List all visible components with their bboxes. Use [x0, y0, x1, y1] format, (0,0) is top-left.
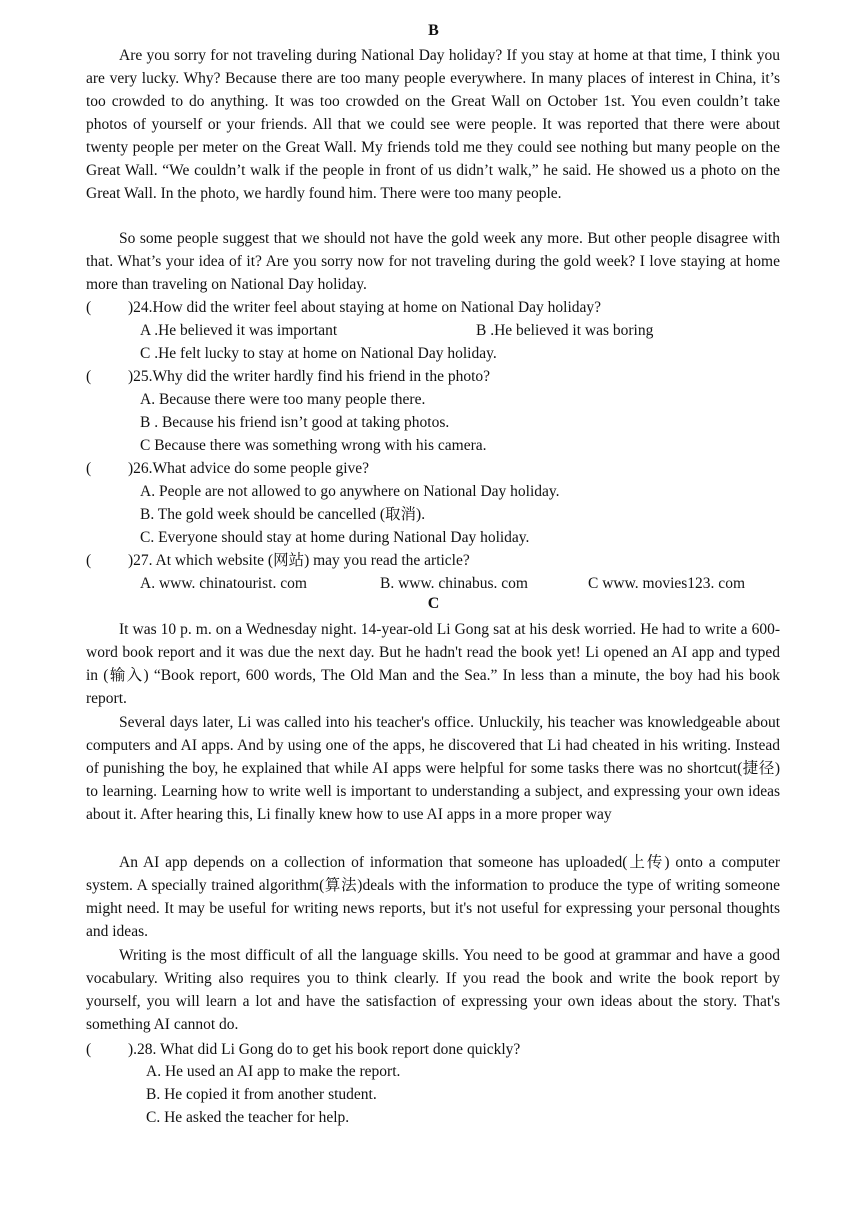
answer-blank[interactable]: ( [86, 1041, 92, 1058]
question-text: ).28. What did Li Gong do to get his book report done quickly? [128, 1041, 521, 1058]
section-c-title: C [427, 595, 440, 612]
option-25-c: C Because there was something wrong with his camera. [140, 437, 487, 454]
option-24-a: A .He believed it was important [140, 322, 338, 339]
question-26 [86, 457, 786, 480]
question-text: )27. At which website (网站) may you read the article? [128, 552, 470, 569]
section-b-paragraph-2: So some people suggest that we should not have the gold week any more. But other people disagree with that. What’s your idea of it? Are you sorry now for not traveling during the gold week? I love staying at home more than traveling on National Day holiday. [86, 230, 780, 293]
section-b-paragraph-1: Are you sorry for not traveling during National Day holiday? If you stay at home at that time, I think you are very lucky. Why? Because there are too many people everywhere. In many places of interest in China, it’s too crowded to do anything. It was too crowded on the Great Wall on October 1st. You even couldn’t take photos of yourself or your friends. All that we could see were people. It was reported that there were about twenty people per meter on the Great Wall. My friends told me they could see nothing but many people on the Great Wall. “We couldn’t walk if the people in front of us didn’t walk,” he said. He showed us a photo on the Great Wall. In the photo, we hardly found him. There were too many people. [86, 47, 780, 202]
option-27-a: A. www. chinatourist. com [140, 575, 307, 592]
section-b-title: B [428, 22, 439, 39]
option-24-b: B .He believed it was boring [476, 322, 654, 339]
answer-blank[interactable]: ( [86, 299, 92, 316]
answer-blank[interactable]: ( [86, 368, 92, 385]
option-28-b: B. He copied it from another student. [146, 1086, 377, 1103]
option-27-c: C www. movies123. com [588, 575, 745, 592]
option-25-b: B . Because his friend isn’t good at taking photos. [140, 414, 450, 431]
question-text: )25.Why did the writer hardly find his friend in the photo? [128, 368, 491, 385]
question-27 [86, 549, 786, 572]
option-28-a: A. He used an AI app to make the report. [146, 1063, 401, 1080]
option-26-a: A. People are not allowed to go anywhere on National Day holiday. [140, 483, 560, 500]
answer-blank[interactable]: ( [86, 552, 92, 569]
section-c-paragraph-4: Writing is the most difficult of all the language skills. You need to be good at grammar and have a good vocabulary. Writing also requires you to think clearly. If you read the book and write the book report by yourself, you will learn a lot and have the satisfaction of expressing your own ideas about the story. That's something AI cannot do. [86, 947, 780, 1033]
option-26-c: C. Everyone should stay at home during National Day holiday. [140, 529, 530, 546]
option-24-c: C .He felt lucky to stay at home on National Day holiday. [140, 345, 497, 362]
option-25-a: A. Because there were too many people there. [140, 391, 426, 408]
question-28 [86, 1038, 786, 1061]
question-24 [86, 296, 786, 319]
question-text: )24.How did the writer feel about staying at home on National Day holiday? [128, 299, 602, 316]
question-25 [86, 365, 786, 388]
section-c-paragraph-2: Several days later, Li was called into his teacher's office. Unluckily, his teacher was knowledgeable about computers and AI apps. And by using one of the apps, he discovered that Li had cheated in his writing. Instead of punishing the boy, he explained that while AI apps were helpful for some tasks there was no shortcut(捷径) to learning. Learning how to write well is important to understanding a subject, and expressing your own ideas about it. After hearing this, Li finally knew how to use AI apps in a more proper way [86, 714, 780, 823]
option-27-b: B. www. chinabus. com [380, 575, 528, 592]
option-28-c: C. He asked the teacher for help. [146, 1109, 350, 1126]
section-c-paragraph-3: An AI app depends on a collection of information that someone has uploaded(上传) onto a computer system. A specially trained algorithm(算法)deals with the information to produce the type of writing someone might need. It may be useful for writing news reports, but it's not useful for expressing your personal thoughts and ideas. [86, 854, 780, 940]
question-text: )26.What advice do some people give? [128, 460, 370, 477]
option-26-b: B. The gold week should be cancelled (取消). [140, 506, 426, 523]
answer-blank[interactable]: ( [86, 460, 92, 477]
section-c-paragraph-1: It was 10 p. m. on a Wednesday night. 14-year-old Li Gong sat at his desk worried. He had to write a 600-word book report and it was due the next day. But he hadn't read the book yet! Li opened an AI app and typed in (输入) “Book report, 600 words, The Old Man and the Sea.” In less than a minute, the boy had his book report. [86, 621, 780, 707]
